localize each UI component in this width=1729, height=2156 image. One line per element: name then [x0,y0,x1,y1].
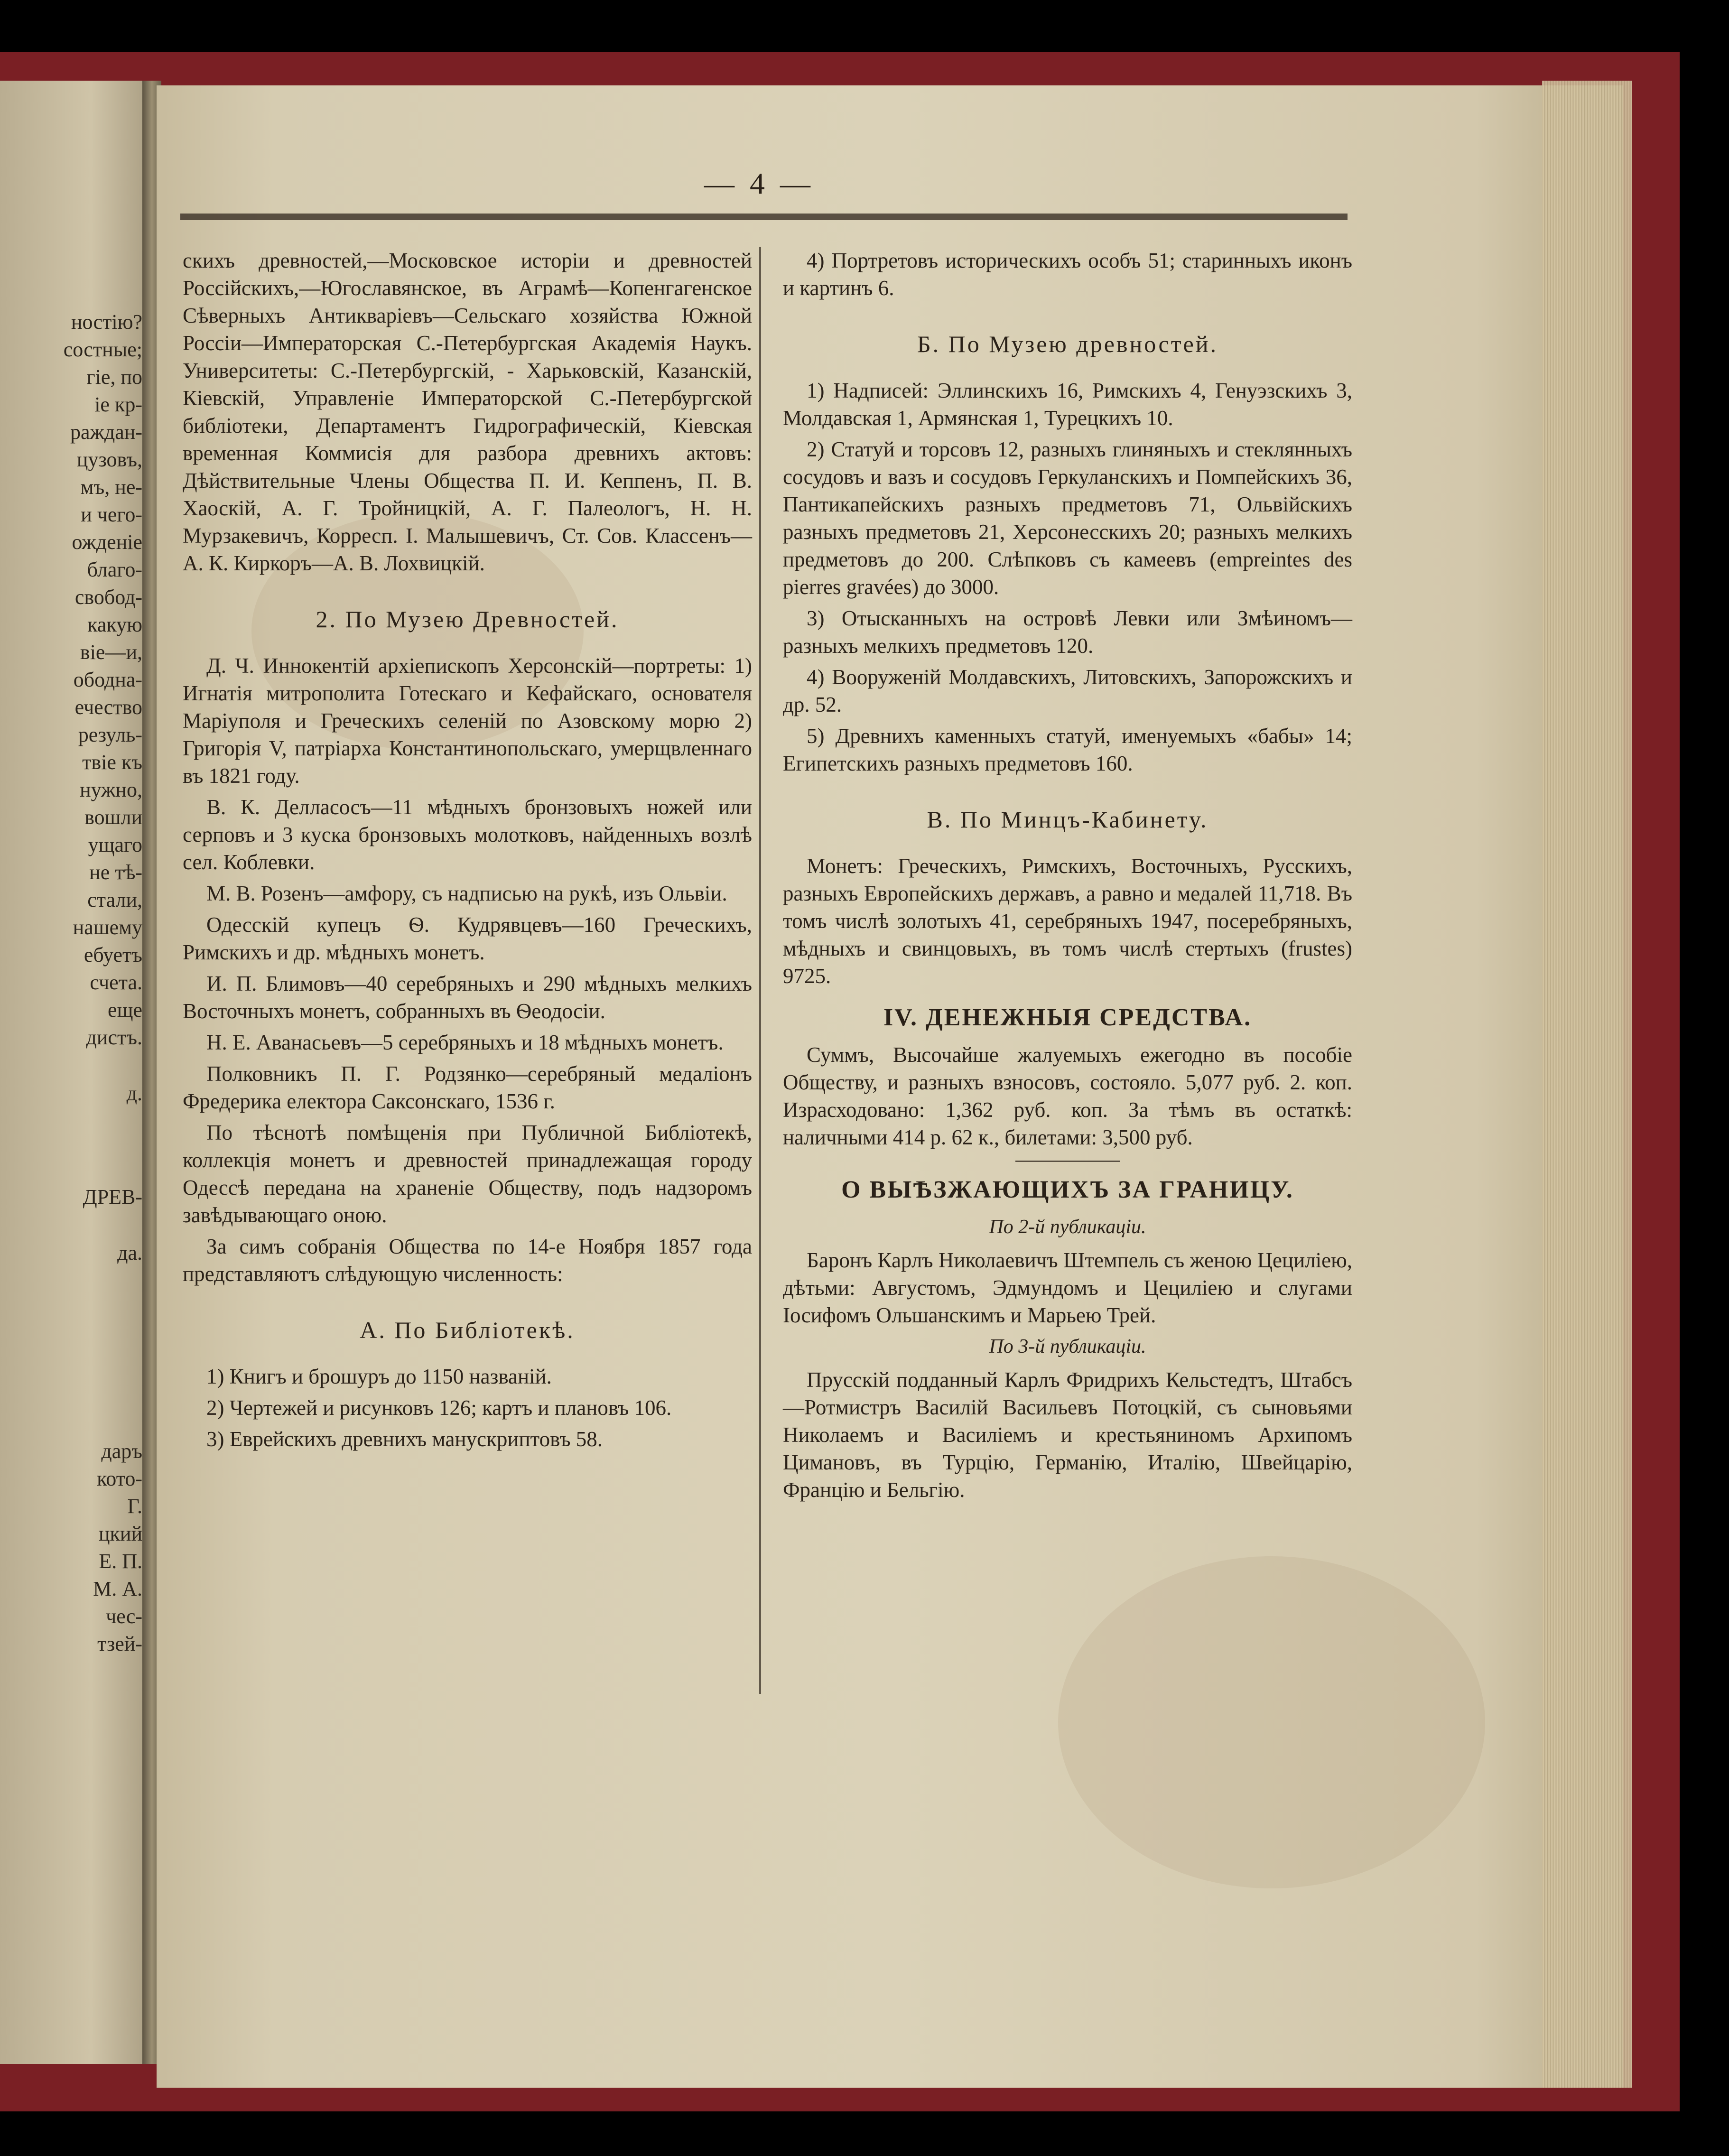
left-page-text-fragment: віе—и, [80,641,142,664]
left-page-text-fragment: нужно, [80,778,142,801]
travel-notice: Прусскій подданный Карлъ Фридрихъ Кельстедтъ, Штабсъ—Ротмистръ Василій Васильевъ Потоцкій, съ сыновьями Николаемъ и Василіемъ и крестьяниномъ Архипомъ Цимановъ, въ Турцію, Германію, Италію, Швейцарію, Францію и Бельгію. [783,1368,1352,1502]
left-page-text-fragment: цкий [98,1522,142,1545]
left-page-text-fragment: вошли [84,806,142,829]
paper-stain [1058,1556,1485,1888]
donation-paragraph: Н. Е. Аванасьевъ—5 серебряныхъ и 18 мѣдныхъ монетъ. [206,1031,724,1054]
left-page-text-fragment: ущаго [88,833,142,856]
left-page-fragment [0,81,152,2064]
publication-label: По 2-й публикаціи. [989,1216,1146,1238]
donation-paragraph: Одесскій купецъ Ѳ. Кудрявцевъ—160 Греческихъ, Римскихъ и др. мѣдныхъ монетъ. [183,913,752,964]
page-edges [1542,81,1632,2088]
page-number: — 4 — [704,167,814,200]
donation-paragraph: В. К. Делласосъ—11 мѣдныхъ бронзовыхъ ножей или серповъ и 3 куска бронзовыхъ молотковъ, найденныхъ возлѣ сел. Коблевки. [183,795,752,874]
left-page-text-fragment: резуль- [78,723,142,746]
left-page-text-fragment: тзей- [97,1632,142,1655]
section-heading-library: А. По Библіотекѣ. [360,1317,575,1343]
coins-paragraph: Монетъ: Греческихъ, Римскихъ, Восточныхъ, Русскихъ, разныхъ Европейскихъ державъ, а равно и медалей 11,718. Въ томъ числѣ золотыхъ 41, серебряныхъ 1947, посеребряныхъ, мѣдныхъ и свинцовыхъ, въ томъ числѣ стертыхъ (frustes) 9725. [783,854,1352,988]
museum-item: 2) Статуй и торсовъ 12, разныхъ глиняныхъ и стеклянныхъ сосудовъ и вазъ и сосудовъ Геркуланскихъ и Помпейскихъ 36, Пантикапейскихъ разныхъ предметовъ 71, Ольвійскихъ разныхъ предметовъ 21, Херсонесскихъ 20; разныхъ мелкихъ предметовъ до 200. Слѣпковъ съ камеевъ (empreintes des pierres gravées) до 3000. [783,437,1352,599]
left-page-text-fragment: ободна- [73,668,142,691]
header-rule [180,214,1348,220]
library-item: 3) Еврейскихъ древнихъ манускриптовъ 58. [206,1427,603,1451]
left-page-text-fragment: счета. [90,971,142,994]
left-page-text-fragment: цузовъ, [76,448,142,471]
section-heading-antiquities: Б. По Музею древностей. [917,331,1218,357]
donation-paragraph: М. В. Розенъ—амфору, съ надписью на рукѣ, изъ Ольвіи. [206,882,727,905]
section-heading-museum: 2. По Музею Древностей. [316,606,619,632]
left-page-text-fragment: ещe [108,998,142,1022]
left-page-text-fragment: стали, [87,888,142,911]
left-page-text-fragment: д. [126,1082,142,1105]
left-page-text-fragment: дистъ. [86,1026,142,1049]
left-column [183,247,752,1457]
right-column [783,247,1352,1507]
publication-label: По 3-й публикаціи. [989,1336,1146,1357]
museum-item: 3) Отысканныхъ на островѣ Левки или Змѣиномъ—разныхъ мелкихъ предметовъ 120. [783,606,1352,658]
left-page-text-fragment: М. А. [93,1577,142,1600]
donation-paragraph: По тѣснотѣ помѣщенія при Публичной Библіотекѣ, коллекція монетъ и древностей принадлежащая городу Одессѣ передана на храненіе Обществу, подъ надзоромъ завѣдывающаго оною. [183,1121,752,1227]
left-page-text-fragment: Е. П. [99,1550,142,1573]
section-heading-funds: IV. ДЕНЕЖНЫЯ СРЕДСТВА. [883,1004,1252,1031]
section-heading-abroad: О ВЫѢЗЖАЮЩИХЪ ЗА ГРАНИЦУ. [841,1176,1294,1203]
left-page-text-fragment: раждан- [70,420,142,444]
left-page-text-fragment: твіе къ [82,751,142,774]
museum-item: 5) Древнихъ каменныхъ статуй, именуемыхъ «бабы» 14; Египетскихъ разныхъ предметовъ 160. [783,724,1352,775]
library-item: 1) Книгъ и брошуръ до 1150 названій. [206,1365,552,1388]
travel-notice: Баронъ Карлъ Николаевичъ Штемпель съ женою Цециліею, дѣтьми: Августомъ, Эдмундомъ и Цециліею и слугами Іосифомъ Ольшанскимъ и Марьею Трей. [783,1248,1352,1327]
left-page-text-fragment: даръ [101,1440,142,1463]
opening-paragraph: скихъ древностей,—Московское исторіи и древностей Россійскихъ,—Югославянское, въ Аграмѣ—Копенгагенское Сѣверныхъ Антикваріевъ—Сельскаго хозяйства Южной Россіи—Императорская С.-Петербургская Академія Наукъ. Университеты: С.-Петербургскій, - Харьковскій, Казанскій, Кіевскій, Управленіе Императорской С.-Петербургской библіотеки, Департаментъ Гидрографическій, Кіевская временная Коммисія для разбора древнихъ актовъ: Дѣйствительные Члены Общества П. И. Кеппенъ, П. В. Хаоскій, А. Г. Тройницкій, А. Г. Палеологъ, Н. Н. Мурзакевичъ, Корресп. І. Малышевичъ, Ст. Сов. Классенъ—А. К. Киркоръ—А. В. Лохвицкій. [183,249,752,575]
left-page-text-fragment: свобод- [74,585,142,609]
library-item: 4) Портретовъ историческихъ особъ 51; старинныхъ иконъ и картинъ 6. [783,249,1352,300]
left-page-text-fragment: не тѣ- [89,861,142,884]
column-divider [759,247,761,1694]
library-item: 2) Чертежей и рисунковъ 126; картъ и плановъ 106. [206,1396,672,1420]
left-page-text-fragment: да. [117,1241,142,1264]
left-page-text-fragment: ожденіе [72,530,142,554]
left-page-text-fragment: ечество [74,696,142,719]
left-page-text-fragment: нашему [73,916,142,939]
left-page-text-fragment: чес- [106,1605,142,1628]
left-page-text-fragment: Г. [127,1495,142,1518]
donation-paragraph: За симъ собранія Общества по 14-е Ноября 1857 года представляютъ слѣдующую численность: [183,1235,752,1286]
left-page-text-fragment: гіе, по [86,365,142,389]
left-page-text-fragment: кото- [97,1467,142,1490]
museum-item: 1) Надписей: Эллинскихъ 16, Римскихъ 4, Генуэзскихъ 3, Молдавская 1, Армянская 1, Турецкихъ 10. [783,379,1352,430]
section-heading-coins: В. По Минцъ-Кабинету. [927,806,1208,833]
left-page-text-fragment: состные; [63,338,142,361]
left-page-text-fragment: какую [87,613,142,636]
left-page-text-fragment: ебуетъ [84,943,142,966]
left-page-text-fragment: благо- [87,558,142,581]
donation-paragraph: Полковникъ П. Г. Родзянко—серебряный медаліонъ Фредерика електора Саксонскаго, 1536 г. [183,1062,752,1113]
donation-paragraph: Д. Ч. Иннокентій архіепископъ Херсонскій—портреты: 1) Игнатія митрополита Готескаго и Кефайскаго, основателя Маріуполя и Греческихъ селеній по Азовскому морю 2) Григорія V, патріарха Константинопольскаго, умерщвленнаго въ 1821 году. [183,654,752,788]
donation-paragraph: И. П. Блимовъ—40 серебряныхъ и 290 мѣдныхъ мелкихъ Восточныхъ монетъ, собранныхъ въ Ѳеодосіи. [183,972,752,1023]
funds-paragraph: Суммъ, Высочайше жалуемыхъ ежегодно въ пособіе Обществу, и разныхъ взносовъ, состояло. 5,077 руб. 2. коп. Израсходовано: 1,362 руб. коп. За тѣмъ въ остаткѣ: наличными 414 р. 62 к., билетами: 3,500 руб. [783,1043,1352,1149]
left-page-text-fragment: ДРЕВ- [83,1185,142,1208]
left-page-text-fragment: и чего- [81,503,142,526]
left-page-text-fragment: ностію? [71,310,142,334]
left-page-text-fragment: іе кр- [94,393,142,416]
section-divider [1015,1161,1120,1162]
left-page-text-fragment: мъ, не- [80,475,142,499]
museum-item: 4) Вооруженій Молдавскихъ, Литовскихъ, Запорожскихъ и др. 52. [783,665,1352,716]
